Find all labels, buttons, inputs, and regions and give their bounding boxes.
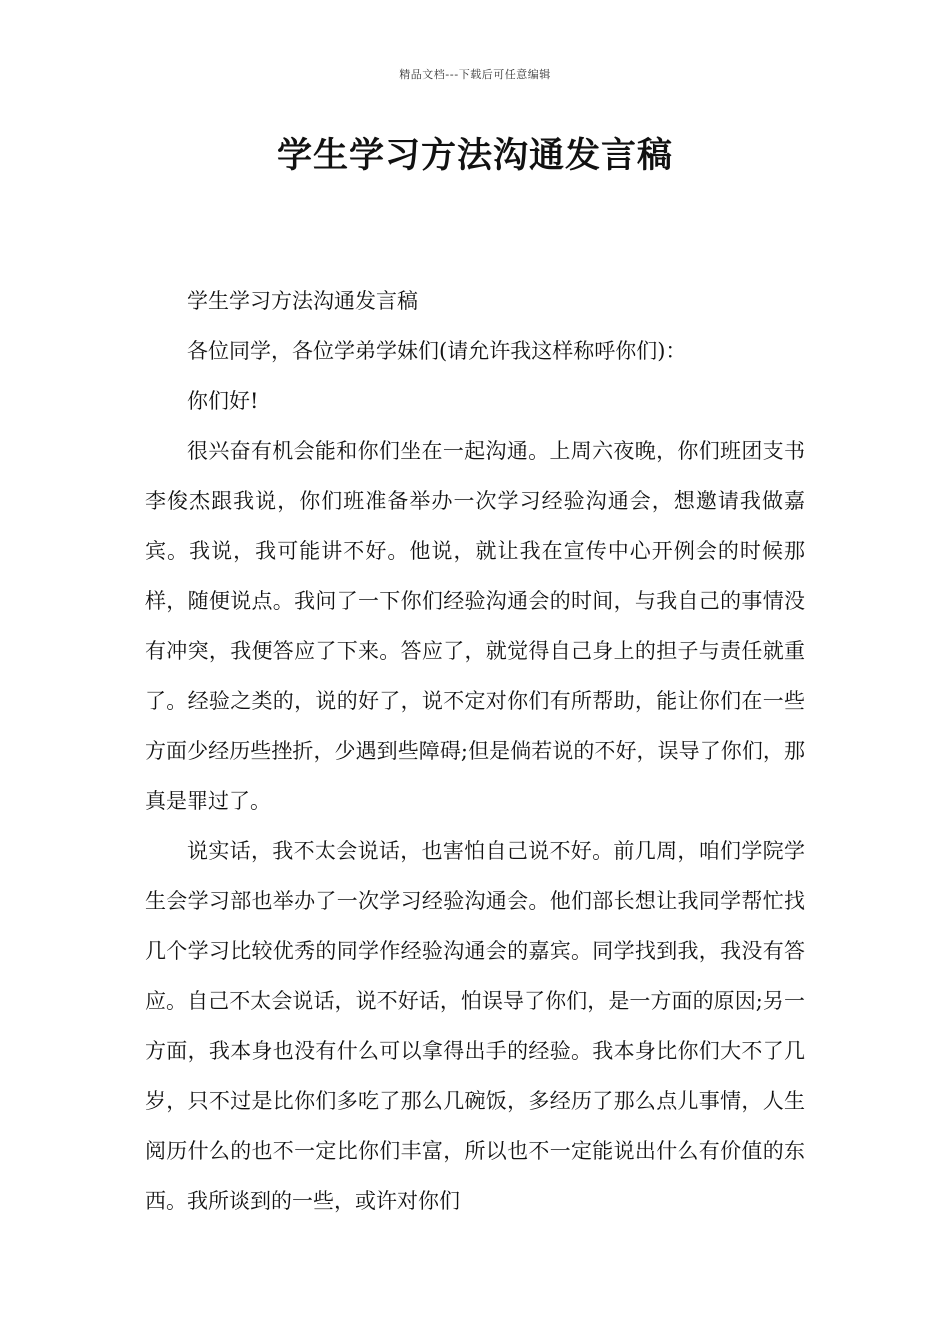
paragraph-salutation: 各位同学，各位学弟学妹们(请允许我这样称呼你们)： (187, 339, 687, 363)
header-note: 精品文档---下载后可任意编辑 (399, 68, 551, 81)
paragraph-body: 说实话，我不太会说话，也害怕自己说不好。前几周，咱们学院学生会学习部也举办了一次学习经验沟通会。他们部长想让我同学帮忙找几个学习比较优秀的同学作经验沟通会的嘉宾。同学找到我，我没有答应。自己不太会说话，说不好话，怕误导了你们，是一方面的原因;另一方面，我本身也没有什么可以拿得出手的经验。我本身比你们大不了几岁，只不过是比你们多吃了那么几碗饭，多经历了那么点儿事情，人生阅历什么的也不一定比你们丰富，所以也不一定能说出什么有价值的东西。我所谈到的一些，或许对你们 (145, 839, 805, 1213)
document-body (145, 276, 805, 1226)
document-title: 学生学习方法沟通发言稿 (276, 136, 673, 176)
paragraph-greeting: 你们好! (187, 389, 259, 413)
paragraph-body: 很兴奋有机会能和你们坐在一起沟通。上周六夜晚，你们班团支书李俊杰跟我说，你们班准备举办一次学习经验沟通会，想邀请我做嘉宾。我说，我可能讲不好。他说，就让我在宣传中心开例会的时候那样，随便说点。我问了一下你们经验沟通会的时间，与我自己的事情没有冲突，我便答应了下来。答应了，就觉得自己身上的担子与责任就重了。经验之类的，说的好了，说不定对你们有所帮助，能让你们在一些方面少经历些挫折，少遇到些障碍;但是倘若说的不好，误导了你们，那真是罪过了。 (145, 439, 805, 813)
paragraph-subtitle: 学生学习方法沟通发言稿 (187, 289, 418, 313)
